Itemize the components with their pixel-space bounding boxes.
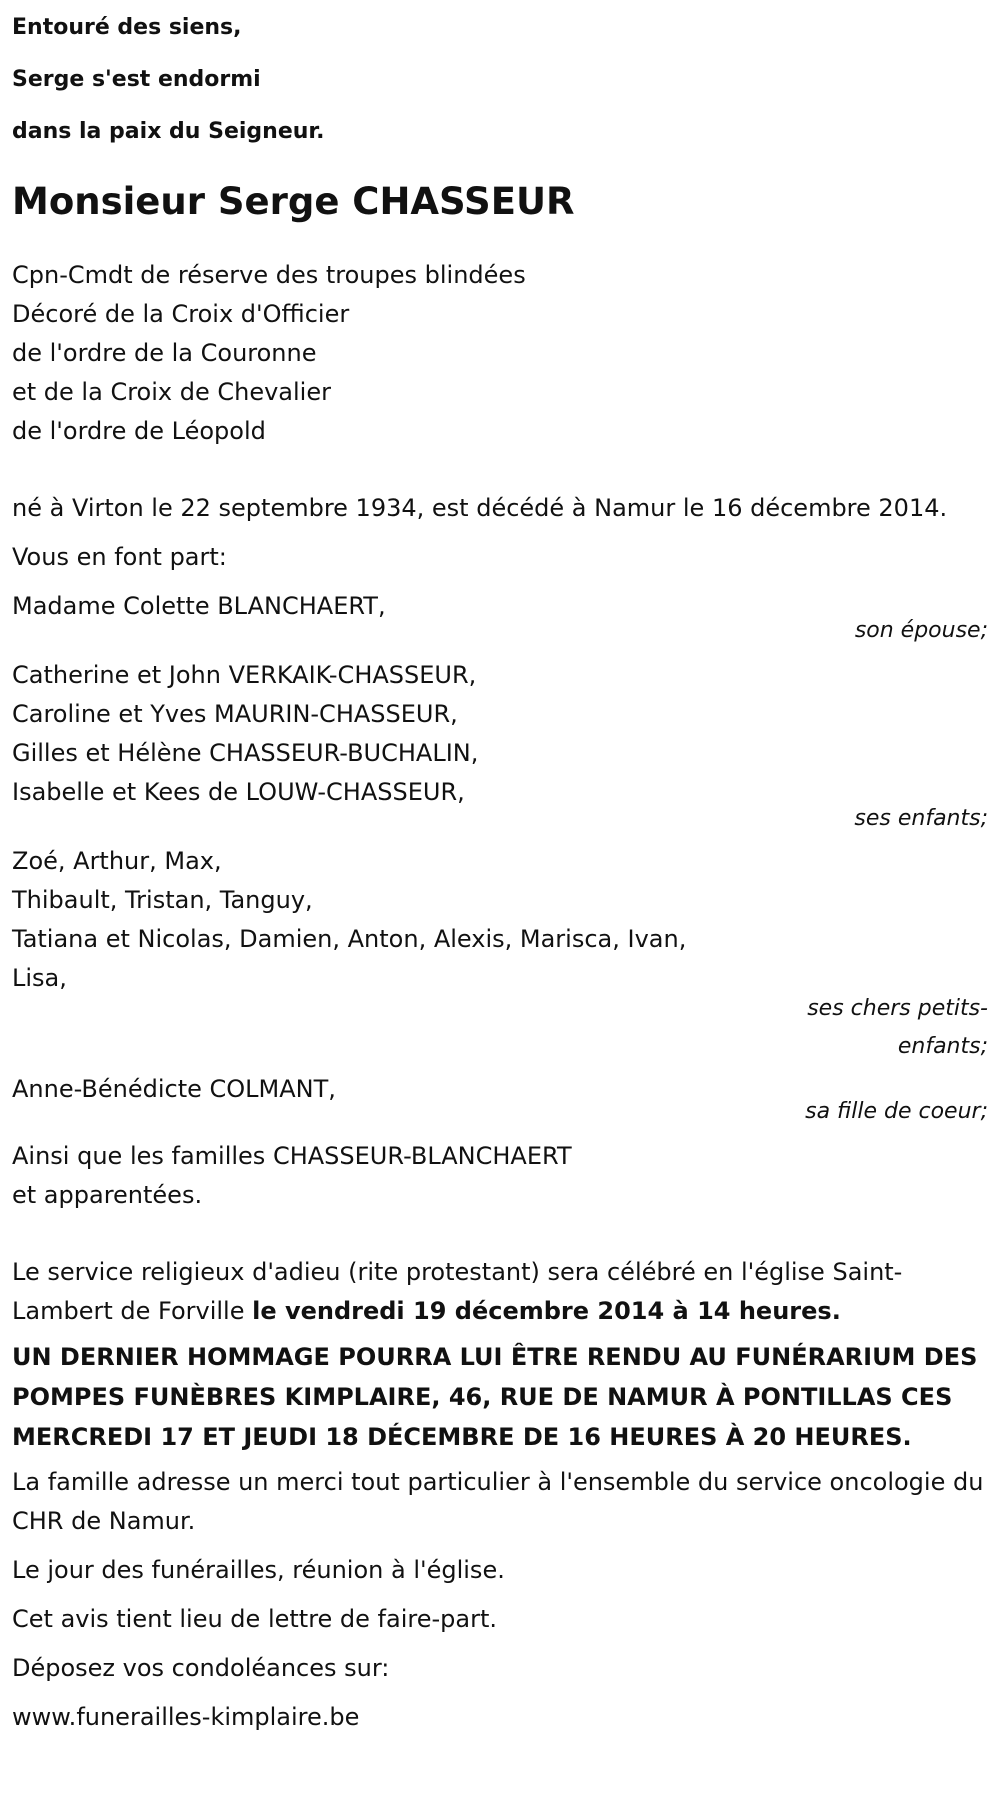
child-line: Catherine et John VERKAIK-CHASSEUR, [12, 661, 477, 689]
title-line: de l'ordre de la Couronne [12, 339, 317, 367]
child-line: Isabelle et Kees de LOUW-CHASSEUR, [12, 778, 465, 806]
title-line: de l'ordre de Léopold [12, 417, 266, 445]
deceased-name: Monsieur Serge CHASSEUR [12, 180, 575, 223]
spouse-relation: son épouse; [854, 618, 988, 643]
intro-text [12, 2, 990, 158]
service-description: Le service religieux d'adieu (rite protestant) sera célébré en l'église Saint-Lambert de Forville [12, 1258, 903, 1325]
grandchild-line: Zoé, Arthur, Max, [12, 847, 222, 875]
condolences-label: Déposez vos condoléances sur: [12, 1654, 390, 1682]
title-line: Cpn-Cmdt de réserve des troupes blindées [12, 261, 526, 289]
grandchildren-block [12, 842, 990, 1066]
families-block [12, 1137, 990, 1215]
heart-daughter-relation: sa fille de coeur; [805, 1099, 988, 1124]
titles-block [12, 256, 990, 451]
birth-death-text: né à Virton le 22 septembre 1934, est décédé à Namur le 16 décembre 2014. [12, 494, 948, 522]
children-block [12, 656, 990, 838]
hommage-text: UN DERNIER HOMMAGE POURRA LUI ÊTRE RENDU AU FUNÉRARIUM DES POMPES FUNÈBRES KIMPLAIRE, 46, RUE DE NAMUR À PONTILLAS CES MERCREDI 17 ET JEUDI 18 DÉCEMBRE DE 16 HEURES À 20 HEURES. [12, 1343, 978, 1451]
meeting-text: Le jour des funérailles, réunion à l'église. [12, 1556, 505, 1584]
intro-line: Serge s'est endormi [12, 67, 261, 92]
intro-line: Entouré des siens, [12, 15, 242, 40]
grandchild-line: Tatiana et Nicolas, Damien, Anton, Alexis, Marisca, Ivan, [12, 925, 687, 953]
announce-text: Vous en font part: [12, 543, 227, 571]
heart-daughter-name: Anne-Bénédicte COLMANT, [12, 1075, 336, 1103]
families-line: Ainsi que les familles CHASSEUR-BLANCHAERT [12, 1142, 572, 1170]
child-line: Gilles et Hélène CHASSEUR-BUCHALIN, [12, 739, 479, 767]
service-date: le vendredi 19 décembre 2014 à 14 heures. [252, 1297, 841, 1325]
obituary-content [12, 0, 990, 1737]
heart-daughter-block [12, 1070, 990, 1131]
spouse-block [12, 587, 990, 650]
website-link[interactable]: www.funerailles-kimplaire.be [12, 1703, 360, 1731]
spouse-name: Madame Colette BLANCHAERT, [12, 592, 386, 620]
title-line: et de la Croix de Chevalier [12, 378, 331, 406]
service-text [12, 1253, 990, 1331]
children-relation: ses enfants; [854, 806, 988, 831]
families-line: et apparentées. [12, 1181, 203, 1209]
intro-line: dans la paix du Seigneur. [12, 119, 325, 144]
title-line: Décoré de la Croix d'Officier [12, 300, 350, 328]
grandchildren-relation: ses chers petits-enfants; [807, 996, 988, 1059]
grandchild-line: Lisa, [12, 964, 67, 992]
notice-text: Cet avis tient lieu de lettre de faire-part. [12, 1605, 497, 1633]
thanks-text: La famille adresse un merci tout particulier à l'ensemble du service oncologie du CHR de Namur. [12, 1468, 984, 1535]
child-line: Caroline et Yves MAURIN-CHASSEUR, [12, 700, 458, 728]
grandchild-line: Thibault, Tristan, Tanguy, [12, 886, 313, 914]
